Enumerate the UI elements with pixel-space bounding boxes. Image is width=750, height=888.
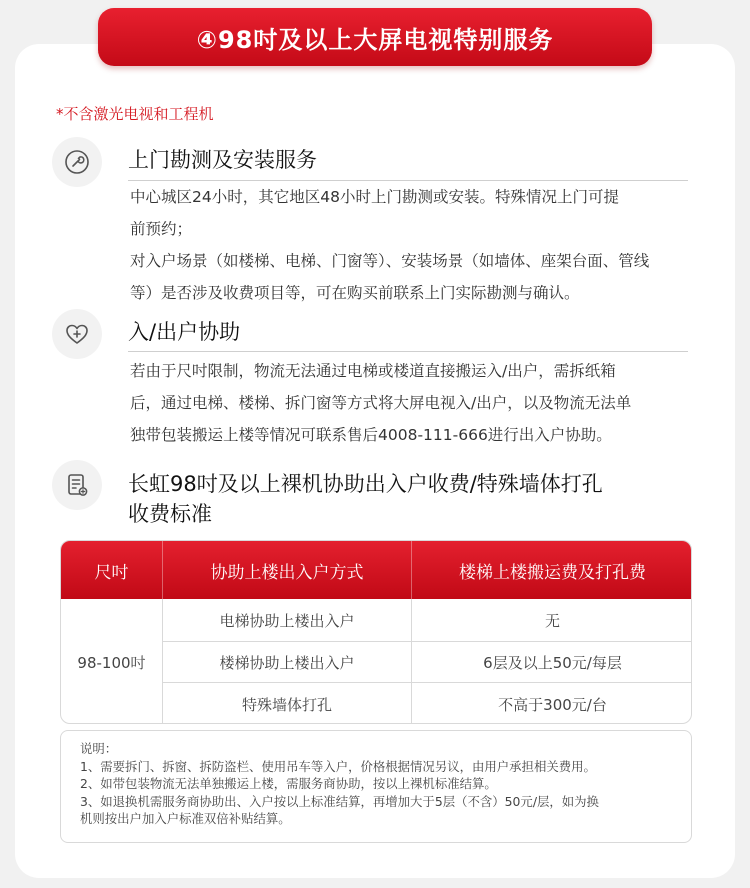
- section-body-installation: [130, 181, 675, 309]
- section-title-fee-standard: [128, 469, 603, 529]
- explanation-label: 说明：: [80, 741, 118, 756]
- section-divider: [128, 351, 688, 352]
- exclusion-note: *不含激光电视和工程机: [56, 105, 214, 123]
- section-body-entry-assist: [130, 355, 675, 451]
- table-cell-fee: 6层及以上50元/每层: [483, 653, 622, 672]
- wrench-icon: [52, 137, 102, 187]
- body-line: 后，通过电梯、楼梯、拆门窗等方式将大屏电视入/出户，以及物流无法单: [130, 394, 632, 412]
- table-header: [61, 541, 692, 599]
- explanation-box: [60, 730, 692, 843]
- table-cell-method: 特殊墙体打孔: [241, 695, 332, 714]
- heart-plus-icon: [52, 309, 102, 359]
- header-divider: [411, 541, 412, 599]
- explanation-item: 2、如带包装物流无法单独搬运上楼，需服务商协助，按以上裸机标准结算。: [80, 776, 497, 791]
- header-divider: [162, 541, 163, 599]
- fee-table: [60, 540, 692, 724]
- size-cell: 98-100吋: [77, 653, 146, 672]
- section-title-entry-assist: 入/出户协助: [128, 320, 241, 344]
- explanation-item: 3、如退换机需服务商协助出、入户按以上标准结算，再增加大于5层（不含）50元/层，如为换: [80, 793, 599, 809]
- body-line: 对入户场景（如楼梯、电梯、门窗等）、安装场景（如墙体、座架台面、管线: [130, 252, 650, 270]
- explanation-item: 机则按出户加入户标准双倍补贴结算。: [80, 811, 291, 826]
- explanation-item: 1、需要拆门、拆窗、拆防盗栏、使用吊车等入户，价格根据情况另议，由用户承担相关费用。: [80, 758, 596, 774]
- body-line: 中心城区24小时，其它地区48小时上门勘测或安装。特殊情况上门可提: [130, 188, 619, 206]
- document-icon: [52, 460, 102, 510]
- header-cell-fee: 楼梯上楼搬运费及打孔费: [459, 562, 646, 583]
- table-cell-method: 电梯协助上楼出入户: [219, 612, 355, 630]
- section-title-installation: 上门勘测及安装服务: [128, 148, 317, 172]
- title-line: 收费标准: [128, 502, 212, 526]
- header-cell-method: 协助上楼出入户方式: [210, 562, 364, 583]
- body-line: 若由于尺吋限制，物流无法通过电梯或楼道直接搬运入/出户，需拆纸箱: [130, 362, 616, 380]
- header-cell-size: 尺吋: [94, 562, 129, 583]
- table-cell-method: 楼梯协助上楼出入户: [219, 653, 355, 672]
- table-cell-fee: 不高于300元/台: [498, 695, 607, 714]
- table-cell-fee: 无: [544, 612, 560, 630]
- title-line: 长虹98吋及以上裸机协助出入户收费/特殊墙体打孔: [128, 472, 603, 496]
- body-line: 等）是否涉及收费项目等，可在购买前联系上门实际勘测与确认。: [130, 284, 580, 302]
- banner-title: ④98吋及以上大屏电视特别服务: [98, 8, 652, 66]
- body-line: 独带包装搬运上楼等情况可联系售后4008-111-666进行出入户协助。: [130, 426, 612, 444]
- body-line: 前预约；: [130, 220, 193, 238]
